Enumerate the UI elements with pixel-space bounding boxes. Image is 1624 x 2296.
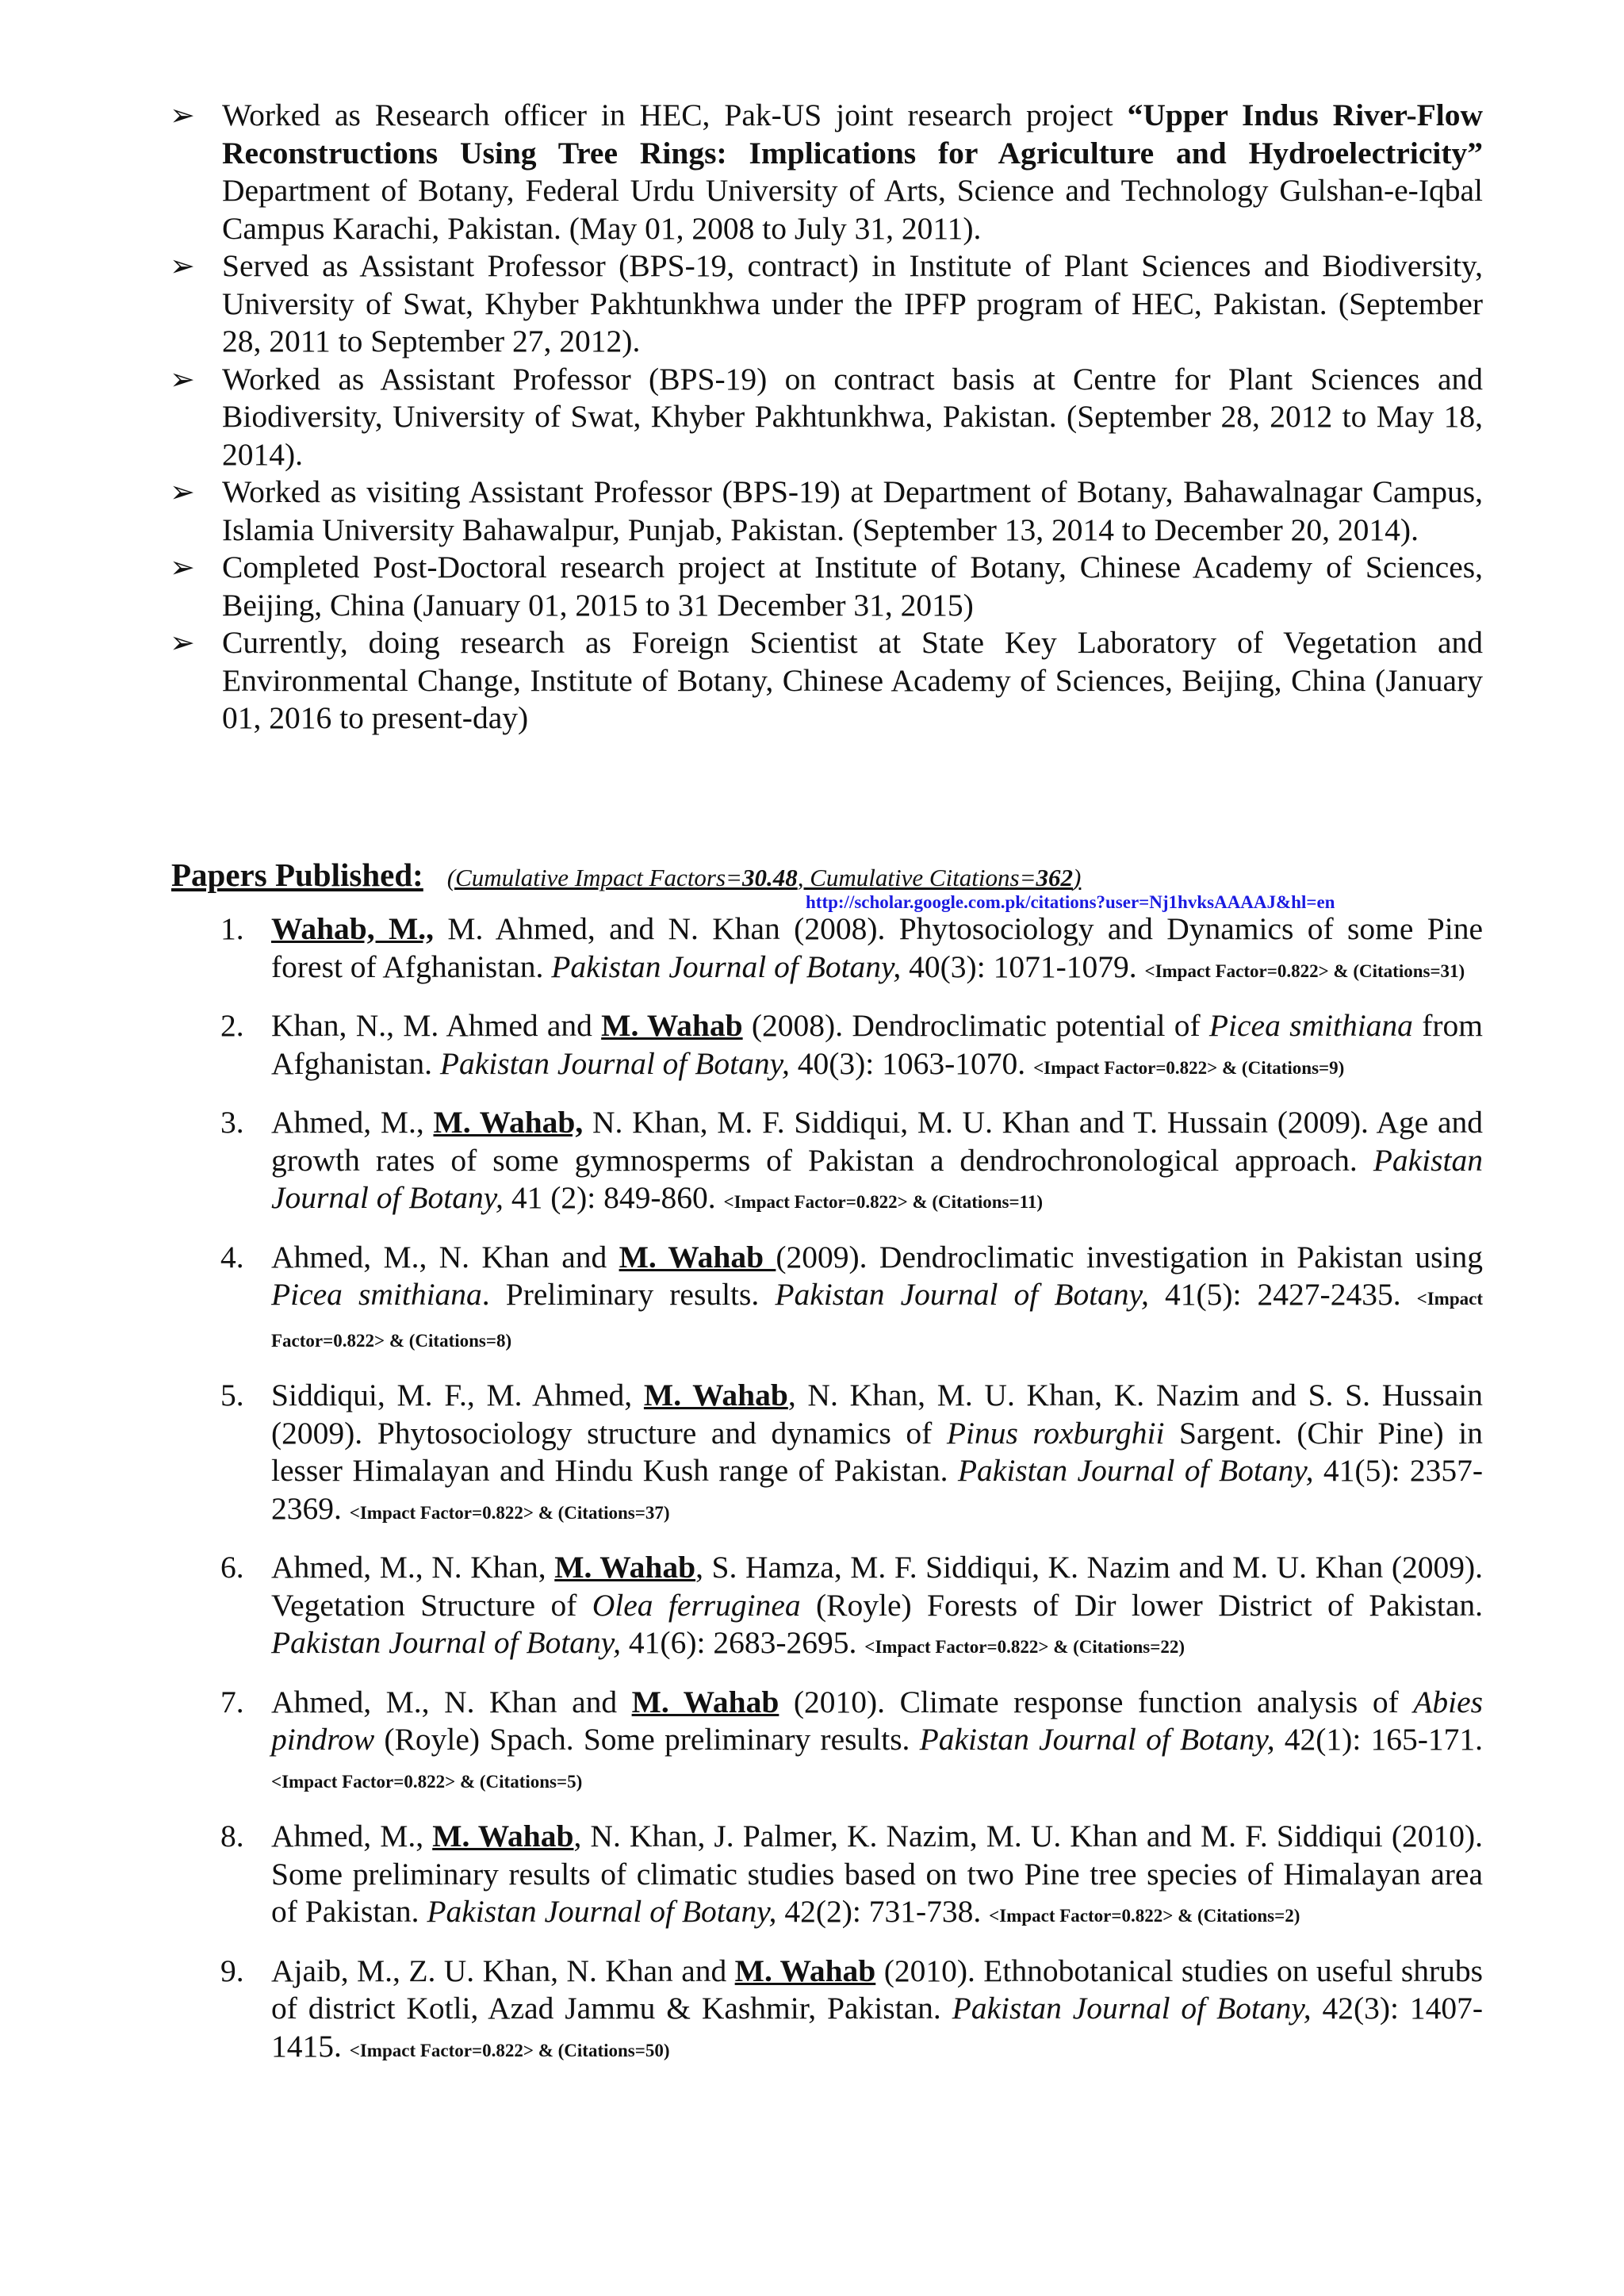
publication-item: 5. Siddiqui, M. F., M. Ahmed, M. Wahab, N. Khan, M. U. Khan, K. Nazim and S. S. Hussain (2009). Phytosociology structure and dynamics of Pinus roxburghii Sargent. (Chir Pine) in lesser Himalayan and Hindu Kush range of Pakistan. Pakistan Journal of Botany, 41(5): 2357-2369. <Impact Factor=0.822> & (Citations=37) xyxy=(220,1378,1484,1526)
google-scholar-link[interactable]: http://scholar.google.com.pk/citations?user=Nj1hvksAAAAJ&hl=en xyxy=(806,892,1335,912)
section-title: Papers Published: xyxy=(171,857,423,893)
publication-number: 3. xyxy=(220,1105,244,1140)
experience-item xyxy=(170,247,1483,361)
arrow-bullet-icon: ➢ xyxy=(170,625,195,660)
experience-item xyxy=(170,473,1483,549)
journal-name: Pakistan Journal of Botany, xyxy=(957,1453,1314,1488)
experience-item xyxy=(170,97,1484,247)
journal-name: Pakistan Journal of Botany, xyxy=(439,1045,790,1081)
highlighted-author: M. Wahab xyxy=(631,1684,779,1719)
publication-number: 7. xyxy=(220,1684,244,1719)
publication-item: 9. Ajaib, M., Z. U. Khan, N. Khan and M. Wahab (2010). Ethnobotanical studies on useful shrubs of district Kotli, Azad Jammu & Kashmir, Pakistan. Pakistan Journal of Botany, 42(3): 1407-1415. <Impact Factor=0.822> & (Citations=50) xyxy=(220,1953,1483,2064)
experience-text: Worked as visiting Assistant Professor (BPS-19) at Department of Botany, Bahawalnagar Campus, Islamia University Bahawalpur, Punjab, Pakistan. (September 13, 2014 to December 20, 2014). xyxy=(222,474,1483,547)
publication-item: 6. Ahmed, M., N. Khan, M. Wahab, S. Hamza, M. F. Siddiqui, K. Nazim and M. U. Khan (2009). Vegetation Structure of Olea ferruginea (Royle) Forests of Dir lower District of Pakistan. Pakistan Journal of Botany, 41(6): 2683-2695. <Impact Factor=0.822> & (Citations=22) xyxy=(220,1550,1484,1660)
publication-item: 7. Ahmed, M., N. Khan and M. Wahab (2010). Climate response function analysis of Abies pindrow (Royle) Spach. Some preliminary results. Pakistan Journal of Botany, 42(1): 165-171. <Impact Factor=0.822> & (Citations=5) xyxy=(220,1684,1484,1792)
journal-name: Pakistan Journal of Botany, xyxy=(271,1625,622,1660)
experience-text: Department of Botany, Federal Urdu University of Arts, Science and Technology Gulshan-e-Iqbal Campus Karachi, Pakistan. (May 01, 2008 to July 31, 2011). xyxy=(222,173,1483,246)
publication-list xyxy=(220,910,1484,2069)
impact-citations: <Impact Factor=0.822> & (Citations=8) xyxy=(271,1289,1483,1351)
experience-text: Served as Assistant Professor (BPS-19, contract) in Institute of Plant Sciences and Biodiversity, University of Swat, Khyber Pakhtunkhwa under the IPFP program of HEC, Pakistan. (September 28, 2011 to September 27, 2012). xyxy=(222,248,1483,358)
experience-item xyxy=(170,624,1483,738)
experience-text: Currently, doing research as Foreign Scientist at State Key Laboratory of Vegetation and Environmental Change, Institute of Botany, Chinese Academy of Sciences, Beijing, China (January 01, 2016 to present-day) xyxy=(222,625,1483,735)
journal-name: Pakistan Journal of Botany, xyxy=(952,1991,1312,2026)
publication-number: 5. xyxy=(220,1378,244,1412)
publication-number: 1. xyxy=(220,911,244,946)
experience-text: Completed Post-Doctoral research project at Institute of Botany, Chinese Academy of Sciences, Beijing, China (January 01, 2015 to 31 December 31, 2015) xyxy=(222,550,1483,623)
publication-number: 8. xyxy=(220,1819,244,1853)
citations-total: 362 xyxy=(1036,864,1074,891)
publication-item: 3. Ahmed, M., M. Wahab, N. Khan, M. F. Siddiqui, M. U. Khan and T. Hussain (2009). Age and growth rates of some gymnosperms of Pakistan a dendrochronological approach. Pakistan Journal of Botany, 41 (2): 849-860. <Impact Factor=0.822> & (Citations=11) xyxy=(220,1105,1484,1215)
impact-citations: <Impact Factor=0.822> & (Citations=2) xyxy=(989,1906,1300,1926)
publication-number: 4. xyxy=(220,1239,244,1274)
highlighted-author: M. Wahab xyxy=(643,1378,788,1412)
impact-citations: <Impact Factor=0.822> & (Citations=37) xyxy=(349,1502,670,1523)
arrow-bullet-icon: ➢ xyxy=(170,550,195,585)
species-name: Olea ferruginea xyxy=(592,1587,801,1623)
publication-item: 8. Ahmed, M., M. Wahab, N. Khan, J. Palmer, K. Nazim, M. U. Khan and M. F. Siddiqui (2010). Some preliminary results of climatic studies based on two Pine tree species of Himalayan area of Pakistan. Pakistan Journal of Botany, 42(2): 731-738. <Impact Factor=0.822> & (Citations=2) xyxy=(220,1819,1483,1929)
impact-citations: <Impact Factor=0.822> & (Citations=31) xyxy=(1144,960,1465,981)
impact-citations: <Impact Factor=0.822> & (Citations=11) xyxy=(723,1192,1043,1212)
arrow-bullet-icon: ➢ xyxy=(170,361,195,397)
highlighted-author: M. Wahab, xyxy=(433,1105,584,1140)
species-name: Abies pindrow xyxy=(271,1684,1484,1757)
journal-name: Pakistan Journal of Botany, xyxy=(551,949,902,984)
impact-citations: <Impact Factor=0.822> & (Citations=9) xyxy=(1033,1057,1345,1078)
journal-name: Pakistan Journal of Botany, xyxy=(775,1277,1149,1312)
experience-text: Worked as Assistant Professor (BPS-19) on contract basis at Centre for Plant Sciences and Biodiversity, University of Swat, Khyber Pakhtunkhwa, Pakistan. (September 28, 2012 to May 18, 2014). xyxy=(222,361,1483,472)
highlighted-author: M. Wahab xyxy=(432,1819,574,1853)
journal-name: Pakistan Journal of Botany, xyxy=(919,1722,1275,1757)
highlighted-author: Wahab, M., xyxy=(271,911,435,946)
publication-number: 2. xyxy=(220,1008,244,1043)
species-name: Picea smithiana xyxy=(271,1277,482,1312)
impact-citations: <Impact Factor=0.822> & (Citations=5) xyxy=(271,1771,583,1792)
publication-item: 4. Ahmed, M., N. Khan and M. Wahab (2009). Dendroclimatic investigation in Pakistan using Picea smithiana. Preliminary results. Pakistan Journal of Botany, 41(5): 2427-2435. <Impact Factor=0.822> & (Citations=8) xyxy=(220,1239,1483,1351)
project-title: “Upper Indus River-Flow Reconstructions Using Tree Rings: Implications for Agriculture and Hydroelectricity” xyxy=(222,98,1484,171)
cumulative-metrics: (Cumulative Impact Factors=30.48, Cumulative Citations=362) xyxy=(446,864,1082,891)
highlighted-author: M. Wahab xyxy=(734,1953,876,1988)
highlighted-author: M. Wahab xyxy=(554,1550,696,1585)
publication-number: 6. xyxy=(220,1550,244,1585)
arrow-bullet-icon: ➢ xyxy=(170,248,195,283)
experience-list xyxy=(170,97,1484,738)
publication-item: 2. Khan, N., M. Ahmed and M. Wahab (2008). Dendroclimatic potential of Picea smithiana from Afghanistan. Pakistan Journal of Botany, 40(3): 1063-1070. <Impact Factor=0.822> & (Citations=9) xyxy=(220,1008,1483,1081)
species-name: Picea smithiana xyxy=(1208,1008,1413,1043)
publication-item: 1. Wahab, M., M. Ahmed, and N. Khan (2008). Phytosociology and Dynamics of some Pine forest of Afghanistan. Pakistan Journal of Botany, 40(3): 1071-1079. <Impact Factor=0.822> & (Citations=31) xyxy=(220,911,1483,984)
journal-name: Pakistan Journal of Botany, xyxy=(271,1142,1483,1215)
arrow-bullet-icon: ➢ xyxy=(170,474,195,509)
highlighted-author: M. Wahab xyxy=(601,1008,743,1043)
impact-citations: <Impact Factor=0.822> & (Citations=50) xyxy=(349,2040,670,2060)
experience-item xyxy=(170,549,1483,624)
journal-name: Pakistan Journal of Botany, xyxy=(427,1894,777,1929)
impact-citations: <Impact Factor=0.822> & (Citations=22) xyxy=(864,1637,1185,1657)
species-name: Pinus roxburghii xyxy=(946,1415,1165,1451)
experience-item xyxy=(170,361,1483,474)
experience-text: Worked as Research officer in HEC, Pak-US joint research project xyxy=(222,98,1128,132)
impact-factor-total: 30.48 xyxy=(741,864,798,891)
publication-number: 9. xyxy=(220,1953,244,1988)
arrow-bullet-icon: ➢ xyxy=(170,98,195,132)
highlighted-author: M. Wahab xyxy=(619,1239,776,1274)
